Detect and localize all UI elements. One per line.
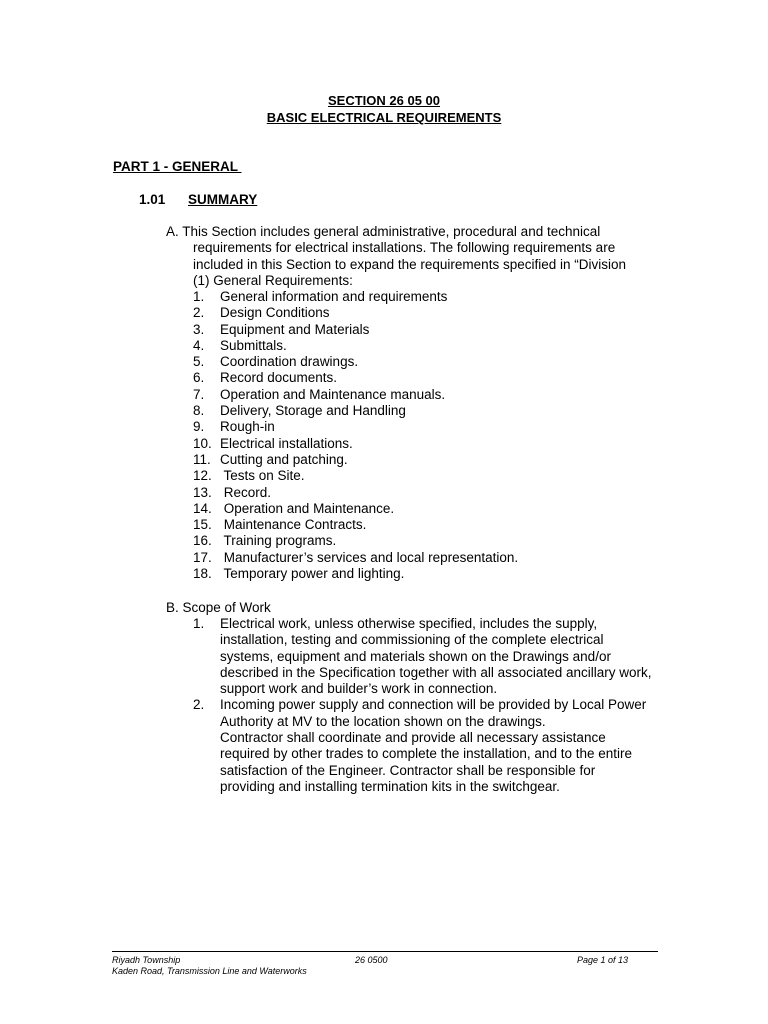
list-item [193, 403, 518, 419]
list-item [193, 485, 518, 501]
paragraph-a-line: included in this Section to expand the requirements specified in “Division [193, 256, 626, 272]
scope-list [193, 616, 651, 795]
list-item-number: 4. [193, 337, 205, 353]
list-item-text: Record documents. [220, 370, 338, 386]
scope-line: Contractor shall coordinate and provide all necessary assistance [220, 730, 606, 746]
scope-line: satisfaction of the Engineer. Contractor shall be responsible for [220, 762, 596, 778]
list-item [193, 338, 518, 354]
list-item [193, 419, 518, 435]
footer-divider [112, 951, 658, 952]
list-item [193, 289, 518, 305]
list-item-number: 9. [193, 419, 205, 435]
list-item-number: 5. [193, 354, 205, 370]
list-item-text: Operation and Maintenance manuals. [220, 386, 446, 402]
list-item-number: 12. [193, 468, 212, 484]
footer-section-code: 26 0500 [355, 955, 388, 965]
list-item-text: Electrical installations. [220, 435, 353, 451]
list-item-number: 1. [193, 289, 205, 304]
list-item [193, 697, 651, 795]
list-item-text: Training programs. [220, 533, 337, 549]
list-item-text: Manufacturer’s services and local representation. [220, 549, 519, 565]
list-item-number: 11. [193, 451, 211, 467]
list-item [193, 452, 518, 468]
scope-line: Electrical work, unless otherwise specified, includes the supply, [220, 616, 598, 631]
paragraph-b-heading: B. Scope of Work [166, 600, 271, 615]
summary-heading [139, 192, 257, 208]
list-item-text: Rough-in [220, 419, 275, 435]
summary-number: 1.01 [139, 192, 166, 207]
list-item-number: 17. [193, 549, 212, 565]
scope-line: described in the Specification together with all associated ancillary work, [220, 664, 652, 680]
scope-line: Authority at MV to the location shown on the drawings. [220, 713, 546, 729]
list-item [193, 305, 518, 321]
requirements-list [193, 289, 518, 582]
section-number: SECTION 26 05 00 [328, 93, 440, 108]
list-item-text: Design Conditions [220, 305, 330, 321]
paragraph-a-line: (1) General Requirements: [193, 272, 353, 288]
list-item-number: 7. [193, 386, 205, 402]
list-item-text: Delivery, Storage and Handling [220, 403, 406, 419]
list-item-text: Record. [220, 484, 272, 500]
list-item-text: Maintenance Contracts. [220, 517, 367, 533]
list-item [193, 387, 518, 403]
paragraph-a-line: A. This Section includes general administrative, procedural and technical [166, 224, 601, 239]
list-item [193, 550, 518, 566]
list-item-text: Tests on Site. [220, 468, 305, 484]
footer-page-label: Page 1 of 13 [577, 955, 629, 965]
list-item-text: Coordination drawings. [220, 354, 359, 370]
list-item [193, 517, 518, 533]
list-item-number: 14. [193, 500, 212, 516]
scope-line: providing and installing termination kits in the switchgear. [220, 778, 560, 794]
list-item-number: 6. [193, 370, 205, 386]
list-item-number: 15. [193, 517, 212, 533]
list-item-text: Equipment and Materials [220, 321, 370, 337]
list-item-text: Submittals. [220, 337, 287, 353]
footer-project-name: Riyadh Township [112, 955, 181, 965]
footer-project-location: Kaden Road, Transmission Line and Waterworks [112, 966, 307, 976]
list-item [193, 436, 518, 452]
list-item [193, 354, 518, 370]
list-item [193, 566, 518, 582]
list-item-text: Operation and Maintenance. [220, 500, 395, 516]
list-item-number: 16. [193, 533, 212, 549]
scope-line: required by other trades to complete the installation, and to the entire [220, 746, 633, 762]
list-item [193, 468, 518, 484]
list-item-number: 2. [193, 697, 205, 713]
list-item [193, 616, 651, 697]
section-title: BASIC ELECTRICAL REQUIREMENTS [266, 110, 502, 125]
scope-line: systems, equipment and materials shown on the Drawings and/or [220, 648, 611, 664]
list-item-number: 10. [193, 435, 212, 451]
list-item-text: Cutting and patching. [220, 451, 348, 467]
scope-line: support work and builder’s work in connection. [220, 681, 498, 697]
list-item [193, 533, 518, 549]
list-item-number: 1. [193, 616, 205, 631]
summary-label: SUMMARY [188, 192, 258, 207]
list-item [193, 322, 518, 338]
list-item-number: 13. [193, 484, 212, 500]
list-item-text: General information and requirements [220, 289, 448, 304]
paragraph-a [166, 224, 626, 289]
list-item-number: 8. [193, 403, 205, 419]
list-item-number: 18. [193, 566, 212, 582]
list-item-number: 3. [193, 321, 205, 337]
paragraph-a-line: requirements for electrical installations. The following requirements are [193, 240, 616, 256]
scope-line: Incoming power supply and connection will be provided by Local Power [220, 697, 647, 713]
list-item [193, 501, 518, 517]
list-item [193, 370, 518, 386]
list-item-text: Temporary power and lighting. [220, 566, 405, 582]
part-heading: PART 1 - GENERAL [113, 159, 242, 174]
scope-line: installation, testing and commissioning of the complete electrical [220, 632, 604, 648]
list-item-number: 2. [193, 305, 205, 321]
